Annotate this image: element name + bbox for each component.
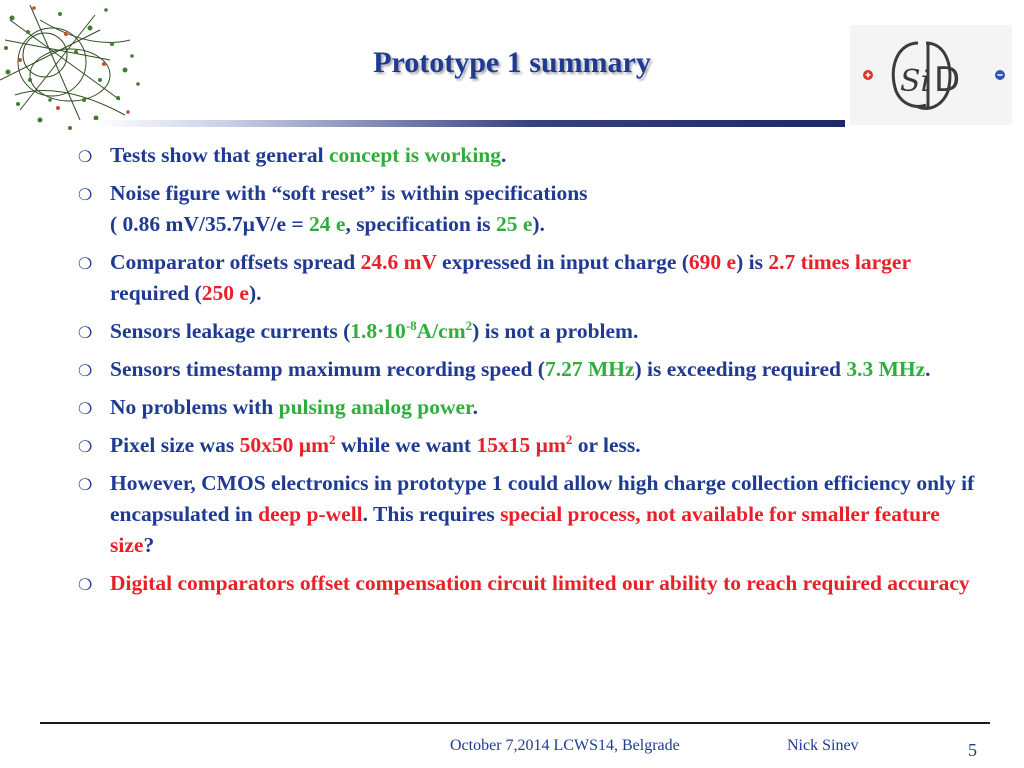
page-number: 5 [968, 740, 977, 760]
bullet-text: expressed in input charge ( [436, 250, 689, 274]
highlighted-text: special process, not available for smaller feature size [110, 502, 940, 557]
bullet-text: Tests show that general [110, 143, 329, 167]
highlighted-text: Digital comparators offset compensation circuit limited our ability to reach required accuracy [110, 571, 970, 595]
footer-divider [40, 722, 990, 724]
bullet-text: Pixel size was [110, 433, 240, 457]
bullet-text: ? [143, 533, 155, 557]
bullet-text: Noise figure with “soft reset” is within specifications [110, 181, 588, 205]
highlighted-text: 24.6 mV [360, 250, 437, 274]
bullet-marker-icon: ❍ [78, 475, 93, 494]
highlighted-text: 24 e [309, 212, 346, 236]
highlighted-text: 2 [465, 317, 473, 333]
bullet-item [78, 392, 978, 423]
highlighted-text: concept is working [329, 143, 501, 167]
bullet-text: . [925, 357, 931, 381]
bullet-item [78, 468, 978, 561]
title-divider [95, 120, 845, 127]
highlighted-text: 1.8·10 [350, 319, 406, 343]
svg-text:Si: Si [900, 64, 931, 99]
bullet-marker-icon: ❍ [78, 254, 93, 273]
bullet-item [78, 430, 978, 461]
highlighted-text: 50x50 µm [239, 433, 330, 457]
bullet-text: or less. [572, 433, 641, 457]
bullet-text: ) is exceeding required [634, 357, 847, 381]
footer-date-venue: October 7,2014 LCWS14, Belgrade [450, 737, 680, 754]
bullet-text: while we want [335, 433, 477, 457]
highlighted-text: 15x15 µm [476, 433, 566, 457]
highlighted-text: 25 e [495, 212, 533, 236]
bullet-marker-icon: ❍ [78, 185, 93, 204]
bullet-text: No problems with [110, 395, 279, 419]
highlighted-text: 250 e [201, 281, 249, 305]
highlighted-text: 2.7 times larger [768, 250, 911, 274]
bullet-text: Sensors leakage currents ( [110, 319, 351, 343]
bullet-text: Sensors timestamp maximum recording speed ( [110, 357, 545, 381]
bullet-text: ). [248, 281, 262, 305]
svg-text:D: D [934, 60, 961, 100]
highlighted-text: 2 [329, 431, 336, 447]
highlighted-text: -8 [405, 317, 417, 333]
bullet-marker-icon: ❍ [78, 147, 93, 166]
highlighted-text: A/cm [416, 319, 466, 343]
bullet-text: ) is not a problem. [472, 319, 639, 343]
bullet-text: ). [532, 212, 545, 236]
bullet-item [78, 247, 978, 309]
highlighted-text: pulsing analog power [278, 395, 473, 419]
bullet-text: ) is [736, 250, 769, 274]
bullet-marker-icon: ❍ [78, 575, 93, 594]
bullet-text: . This requires [362, 502, 501, 526]
bullet-text: , specification is [345, 212, 496, 236]
highlighted-text: 7.27 MHz [544, 357, 635, 381]
footer-author: Nick Sinev [787, 737, 859, 754]
bullet-text: ( 0.86 mV/35.7µV/e = [110, 212, 310, 236]
bullet-text: . [501, 143, 507, 167]
bullet-item [78, 178, 978, 240]
bullet-list [78, 140, 978, 606]
highlighted-text: 690 e [688, 250, 737, 274]
highlighted-text: 2 [565, 431, 573, 447]
bullet-text: . [472, 395, 478, 419]
bullet-text: Comparator offsets spread [110, 250, 361, 274]
bullet-marker-icon: ❍ [78, 323, 93, 342]
bullet-item [78, 140, 978, 171]
bullet-marker-icon: ❍ [78, 437, 93, 456]
bullet-item [78, 316, 978, 347]
highlighted-text: deep p-well [258, 502, 363, 526]
slide-title: Prototype 1 summary [373, 46, 651, 79]
bullet-text: However, CMOS electronics in prototype 1 could allow high charge collection efficiency only if encapsulated in [110, 471, 975, 526]
bullet-marker-icon: ❍ [78, 361, 93, 380]
bullet-item [78, 568, 978, 599]
highlighted-text: 3.3 MHz [846, 357, 926, 381]
bullet-text: required ( [110, 281, 202, 305]
bullet-item [78, 354, 978, 385]
bullet-marker-icon: ❍ [78, 399, 93, 418]
